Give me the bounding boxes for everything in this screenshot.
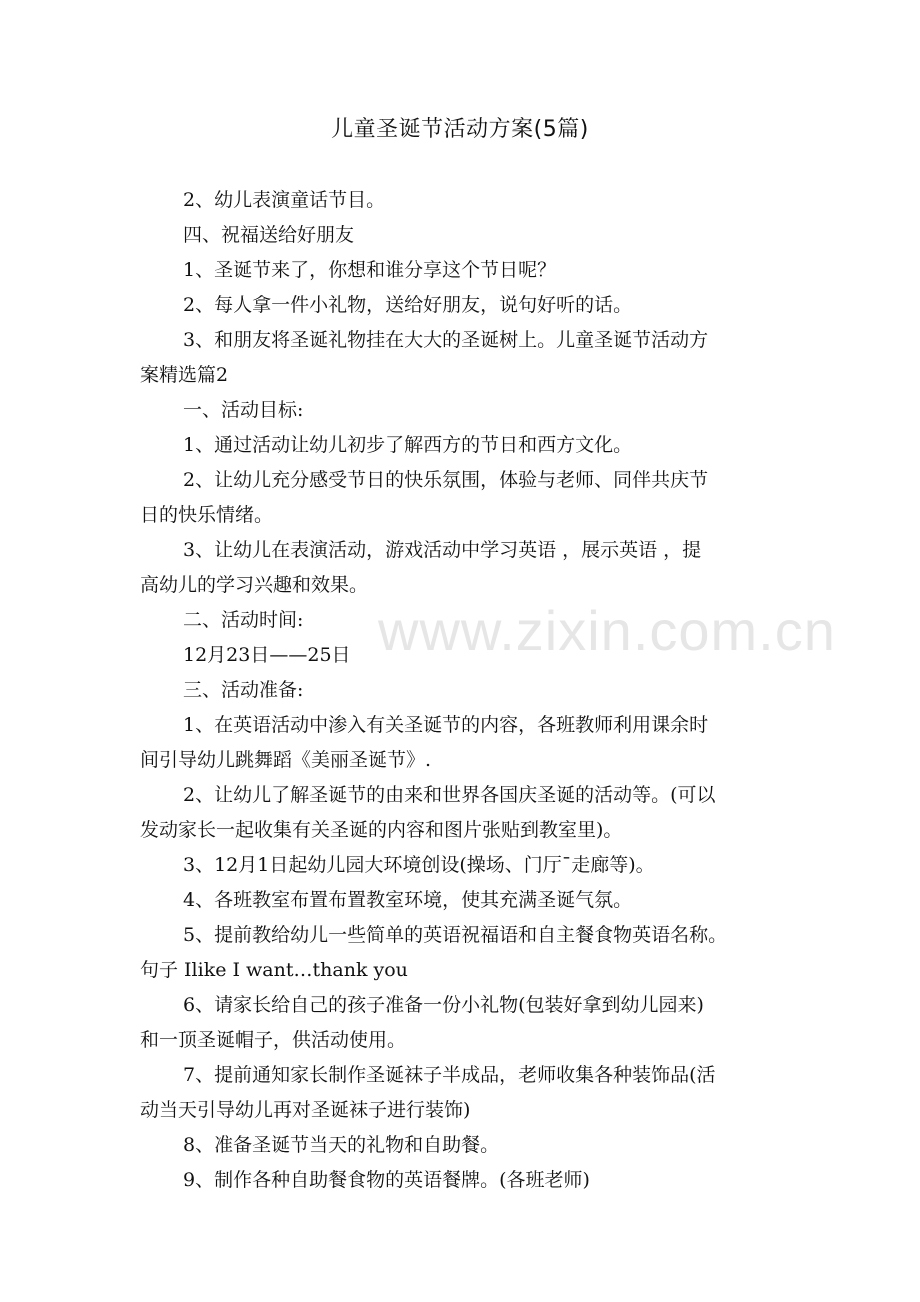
paragraph-5: 1、通过活动让幼儿初步了解西方的节日和西方文化。 (183, 434, 633, 456)
prep-item-7-line2: 动当天引导幼儿再对圣诞袜子进行装饰) (140, 1099, 471, 1121)
section-heading-2: 二、活动时间: (183, 609, 304, 631)
prep-item-2-line2: 发动家长一起收集有关圣诞的内容和图片张贴到教室里)。 (140, 819, 623, 841)
paragraph-4-line2: 案精选篇2 (140, 364, 229, 386)
paragraph-1: 2、幼儿表演童话节目。 (183, 189, 386, 211)
paragraph-4-line1: 3、和朋友将圣诞礼物挂在大大的圣诞树上。儿童圣诞节活动方 (183, 329, 709, 351)
document-title: 儿童圣诞节活动方案(5篇) (331, 117, 589, 142)
paragraph-3: 2、每人拿一件小礼物，送给好朋友，说句好听的话。 (183, 294, 633, 316)
prep-item-6-line2: 和一顶圣诞帽子，供活动使用。 (140, 1029, 407, 1051)
section-heading-1: 一、活动目标: (183, 399, 304, 421)
paragraph-6-line1: 2、让幼儿充分感受节日的快乐氛围，体验与老师、同伴共庆节 (183, 469, 709, 491)
document-body (140, 183, 796, 1198)
prep-item-9: 9、制作各种自助餐食物的英语餐牌。(各班老师) (183, 1169, 590, 1191)
prep-item-6-line1: 6、请家长给自己的孩子准备一份小礼物(包装好拿到幼儿园来) (183, 994, 704, 1016)
prep-item-2-line1: 2、让幼儿了解圣诞节的由来和世界各国庆圣诞的活动等。(可以 (183, 784, 716, 806)
paragraph-2: 1、圣诞节来了，你想和谁分享这个节日呢？ (183, 259, 557, 281)
section-heading-3: 三、活动准备: (183, 679, 304, 701)
prep-item-5-line2: 句子 Ilike I want…thank you (140, 959, 408, 981)
watermark: www.zixin.com.cn (378, 599, 836, 662)
prep-item-5-line1: 5、提前教给幼儿一些简单的英语祝福语和自主餐食物英语名称。 (183, 924, 728, 946)
prep-item-1-line1: 1、在英语活动中渗入有关圣诞节的内容，各班教师利用课余时 (183, 714, 709, 736)
prep-item-4: 4、各班教室布置布置教室环境，使其充满圣诞气氛。 (183, 889, 633, 911)
paragraph-6-line2: 日的快乐情绪。 (140, 504, 274, 526)
prep-item-3: 3、12月1日起幼儿园大环境创设(操场、门厅¯走廊等)。 (183, 854, 655, 876)
prep-item-1-line2: 间引导幼儿跳舞蹈《美丽圣诞节》. (140, 749, 432, 771)
paragraph-7-line1: 3、让幼儿在表演活动，游戏活动中学习英语 ，展示英语 ，提 (183, 539, 702, 561)
paragraph-7-line2: 高幼儿的学习兴趣和效果。 (140, 574, 369, 596)
section-heading-4: 四、祝福送给好朋友 (183, 224, 355, 246)
date-range: 12月23日——25日 (183, 644, 351, 666)
prep-item-7-line1: 7、提前通知家长制作圣诞袜子半成品，老师收集各种装饰品(活 (183, 1064, 716, 1086)
prep-item-8: 8、准备圣诞节当天的礼物和自助餐。 (183, 1134, 500, 1156)
